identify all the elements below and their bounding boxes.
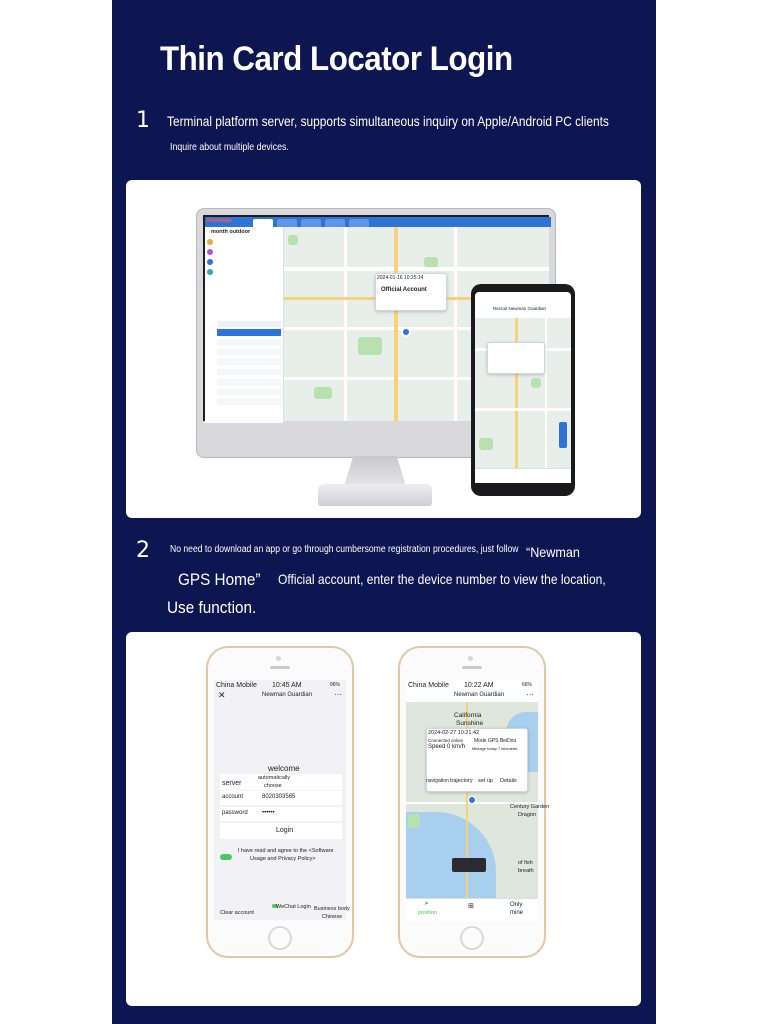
map-phone: [398, 646, 550, 958]
desktop-brand: Newman: [207, 218, 232, 224]
status-time: 10:45 AM: [272, 682, 302, 689]
status-time: 10:22 AM: [464, 682, 494, 689]
desktop-popup-title: Official Account: [381, 287, 427, 293]
popup-speed: Speed 0 km/h: [428, 744, 466, 750]
server-label: server: [222, 780, 242, 787]
status-battery: 96%: [330, 682, 341, 688]
server-value-line1: automatically: [258, 775, 291, 781]
place-label-california: California: [454, 712, 482, 719]
section-2-number: 2: [136, 538, 150, 563]
page-title: Thin Card Locator Login: [160, 40, 513, 78]
login-screen: [214, 680, 350, 920]
android-map[interactable]: [475, 318, 571, 468]
login-phone: [206, 646, 354, 958]
server-value-line2: choose: [264, 783, 282, 789]
popup-status: Connected online: [428, 738, 464, 743]
mobile-preview-card: [126, 632, 641, 1006]
close-icon[interactable]: ✕: [218, 690, 226, 700]
desktop-tab[interactable]: [277, 219, 297, 227]
more-icon[interactable]: ···: [334, 690, 342, 699]
device-list-row[interactable]: [217, 379, 281, 385]
tab-mine[interactable]: mine: [510, 910, 524, 916]
popup-mileage: Mileage today 7 kilometer: [472, 746, 518, 751]
section-2-text-line2-head: GPS Home”: [178, 570, 261, 589]
password-value: ••••••: [262, 810, 275, 816]
clear-account-button[interactable]: Clear account: [220, 910, 254, 916]
android-app-title: Recruit Newman Guardian: [493, 306, 547, 311]
login-button-label: Login: [276, 827, 294, 834]
location-pin-icon[interactable]: [468, 796, 476, 804]
android-tabbar: [475, 468, 571, 483]
position-tab-icon: ➤: [424, 901, 430, 907]
section-2-text-line2: Official account, enter the device number to view the location,: [278, 571, 606, 587]
map-screen: [406, 680, 550, 920]
business-body-line2[interactable]: Chinese: [322, 914, 343, 920]
device-list-row-selected[interactable]: [217, 329, 281, 336]
sidebar-icon[interactable]: [207, 239, 213, 245]
password-label: password: [222, 810, 248, 816]
device-list-row[interactable]: [217, 369, 281, 375]
device-list-row[interactable]: [217, 339, 281, 345]
tab-only[interactable]: Only: [510, 902, 523, 908]
grid-tab-icon[interactable]: ⊞: [468, 903, 474, 910]
agree-text-line2: Usage and Privacy Policy>: [250, 856, 316, 862]
landmark-dragon: Dragon: [518, 812, 537, 818]
desktop-tab-active[interactable]: [253, 219, 273, 227]
login-app-title: Newman Guardian: [262, 692, 313, 698]
sidebar-icon[interactable]: [207, 259, 213, 265]
place-label-sunshine: Sunshine: [456, 720, 484, 727]
home-button[interactable]: [268, 926, 292, 950]
phone-camera: [468, 656, 473, 661]
section-2-text-line1-tail: “Newman: [526, 544, 580, 560]
sidebar-icon[interactable]: [207, 269, 213, 275]
device-list-header: [217, 321, 281, 327]
section-2-text-line1: No need to download an app or go through cumbersome registration procedures, just follow: [170, 544, 519, 555]
popup-date: 2024-02-27 10:21:42: [428, 730, 480, 736]
home-button[interactable]: [460, 926, 484, 950]
welcome-heading: welcome: [268, 764, 300, 773]
section-2-text-line3: Use function.: [167, 598, 257, 617]
monitor-stand: [318, 484, 432, 506]
desktop-tab[interactable]: [301, 219, 321, 227]
device-list-row[interactable]: [217, 349, 281, 355]
android-screen: [475, 292, 571, 482]
device-list-row[interactable]: [217, 359, 281, 365]
account-label: account: [222, 794, 244, 800]
nav-setup-button[interactable]: set up: [478, 778, 493, 784]
phone-speaker: [462, 666, 482, 669]
nav-trajectory-button[interactable]: trajectory: [450, 778, 473, 784]
account-value: 8020303565: [262, 794, 296, 800]
landmark-century-garden: Century Garden: [510, 804, 550, 810]
monitor-neck: [344, 456, 406, 486]
agree-text-line1: I have read and agree to the <Software: [238, 848, 334, 854]
map-zoom-control[interactable]: [559, 422, 567, 448]
more-icon[interactable]: ···: [526, 690, 534, 699]
tab-position[interactable]: position: [418, 910, 437, 916]
wechat-login-button[interactable]: WeChat Login: [276, 904, 311, 910]
sidebar-icon[interactable]: [207, 249, 213, 255]
desktop-device-group: month outdoor: [211, 229, 251, 235]
android-popup: [487, 342, 545, 374]
device-list-row[interactable]: [217, 389, 281, 395]
status-carrier: China Mobile: [216, 682, 257, 689]
device-list-row[interactable]: [217, 399, 281, 405]
popup-mode: Mode GPS BeiDou: [474, 738, 517, 744]
nav-details-button[interactable]: Details: [500, 778, 517, 784]
device-marker[interactable]: [452, 858, 486, 872]
status-carrier: China Mobile: [408, 682, 449, 689]
landmark-of-fish: of fish: [518, 860, 533, 866]
section-1-number: 1: [136, 108, 150, 133]
section-1-subtext: Inquire about multiple devices.: [170, 142, 289, 153]
phone-speaker: [270, 666, 290, 669]
landmark-breath: breath: [518, 868, 534, 874]
agree-toggle[interactable]: [220, 854, 232, 860]
desktop-popup-time: 2024-01-16 10:25:14: [377, 275, 424, 281]
business-body-line1[interactable]: Business body: [314, 906, 350, 912]
location-pin-icon[interactable]: [401, 327, 411, 337]
section-1-text: Terminal platform server, supports simultaneous inquiry on Apple/Android PC clients: [167, 113, 609, 129]
map-app-title: Newman Guardian: [454, 692, 505, 698]
phone-camera: [276, 656, 281, 661]
android-phone: [471, 284, 575, 496]
status-battery: 66%: [522, 682, 533, 688]
desktop-tab[interactable]: [325, 219, 345, 227]
desktop-tab[interactable]: [349, 219, 369, 227]
nav-navigation-button[interactable]: navigation: [426, 778, 449, 784]
